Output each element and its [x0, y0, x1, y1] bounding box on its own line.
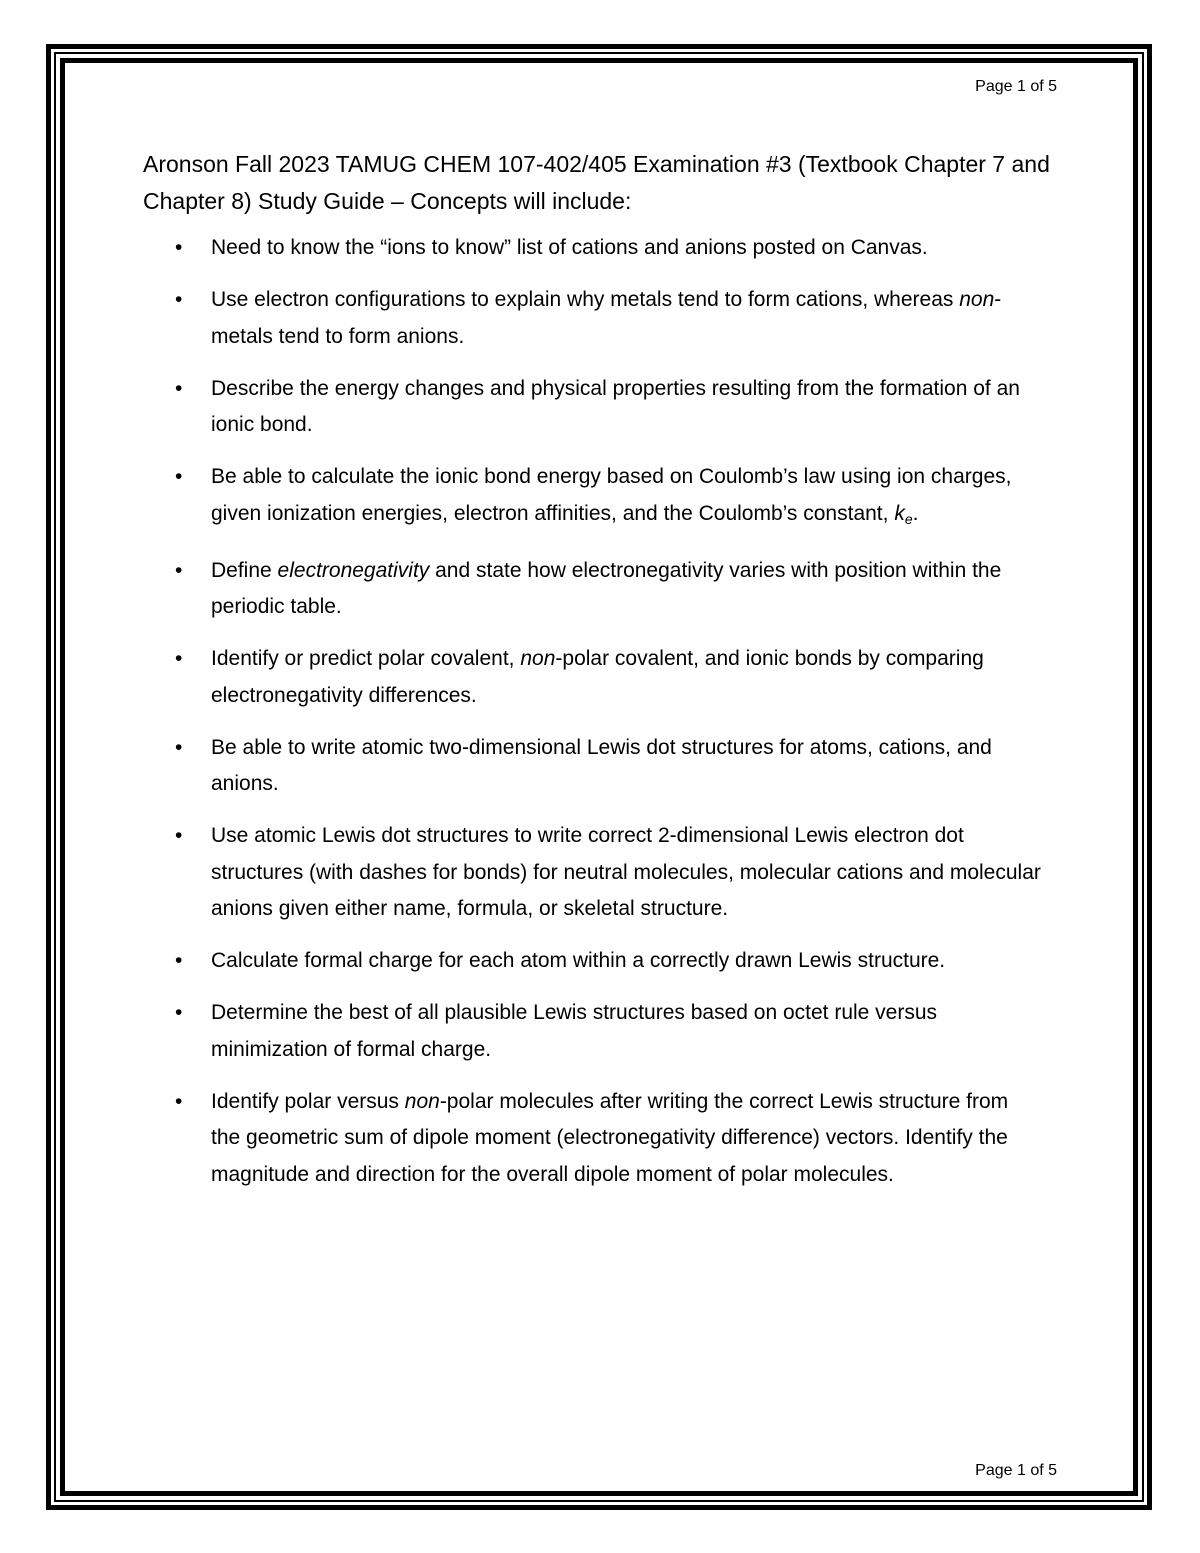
bullet-icon: •	[175, 465, 183, 488]
list-item-emphasis: non	[959, 288, 995, 311]
list-item-text: Define	[211, 558, 278, 582]
document-title: Aronson Fall 2023 TAMUG CHEM 107-402/405 Examination #3 (Textbook Chapter 7 and Chapter 8) Study Guide – Concepts will include:	[143, 151, 1050, 214]
list-item-emphasis: non	[520, 647, 556, 670]
concept-list	[143, 230, 1043, 1209]
list-item	[143, 730, 1043, 803]
list-item-text: Use electron configurations to explain why metals tend to form cations, whereas	[211, 288, 960, 311]
bullet-icon: •	[175, 288, 183, 311]
list-item	[143, 995, 1043, 1068]
list-item-text: Need to know the “ions to know” list of cations and anions posted on Canvas.	[211, 236, 928, 259]
list-item-text: Identify or predict polar covalent,	[211, 647, 521, 670]
coulomb-constant-subscript: e	[904, 510, 913, 527]
list-item	[143, 641, 1043, 714]
list-item-text: Describe the energy changes and physical properties resulting from the formation of an ionic bond.	[211, 376, 1020, 436]
bullet-icon: •	[175, 376, 183, 400]
bullet-icon: •	[175, 236, 183, 259]
list-item-text: .	[912, 501, 919, 525]
list-item-text: Identify polar versus	[211, 1089, 405, 1113]
bullet-icon: •	[175, 1001, 183, 1024]
bullet-icon: •	[175, 1089, 183, 1113]
list-item-text: Determine the best of all plausible Lewis structures based on octet rule versus minimization of formal charge.	[211, 1001, 938, 1061]
list-item-emphasis: non	[404, 1089, 440, 1113]
bullet-icon: •	[175, 735, 183, 759]
list-item-text: and state how electronegativity varies with position within the periodic table.	[211, 558, 1002, 618]
list-item-text: Be able to write atomic two-dimensional Lewis dot structures for atoms, cations, and anions.	[211, 735, 992, 795]
bullet-icon: •	[175, 824, 183, 847]
page-number-top: Page 1 of 5	[975, 78, 1057, 95]
list-item	[143, 282, 1043, 355]
bullet-icon: •	[175, 647, 183, 670]
list-item	[143, 943, 1043, 980]
list-item-text: Be able to calculate the ionic bond energy based on Coulomb’s law using ion charges, given ionization energies, electron affinities, and the Coulomb’s constant,	[211, 465, 1012, 525]
list-item-text: -polar molecules after writing the correct Lewis structure from the geometric sum of dipole moment (electronegativity difference) vectors. Identify the magnitude and direction for the overall dipole moment of polar molecules.	[211, 1089, 1009, 1186]
list-item	[143, 818, 1043, 928]
list-item-text: -polar covalent, and ionic bonds by comparing electronegativity differences.	[211, 647, 984, 707]
bullet-icon: •	[175, 949, 183, 972]
list-item-emphasis: electronegativity	[277, 558, 430, 582]
bullet-icon: •	[175, 558, 183, 582]
list-item	[143, 371, 1043, 444]
list-item	[143, 1084, 1043, 1194]
page-number-bottom: Page 1 of 5	[975, 1462, 1057, 1479]
list-item	[143, 553, 1043, 626]
list-item-text: -metals tend to form anions.	[211, 288, 1002, 348]
list-item-text: Calculate formal charge for each atom within a correctly drawn Lewis structure.	[211, 949, 946, 972]
list-item-text: Use atomic Lewis dot structures to write correct 2-dimensional Lewis electron dot structures (with dashes for bonds) for neutral molecules, molecular cations and molecular anions given either name, formula, or skeletal structure.	[211, 824, 1041, 920]
list-item	[143, 230, 1043, 267]
coulomb-constant-symbol: k	[894, 501, 905, 525]
list-item	[143, 459, 1043, 537]
